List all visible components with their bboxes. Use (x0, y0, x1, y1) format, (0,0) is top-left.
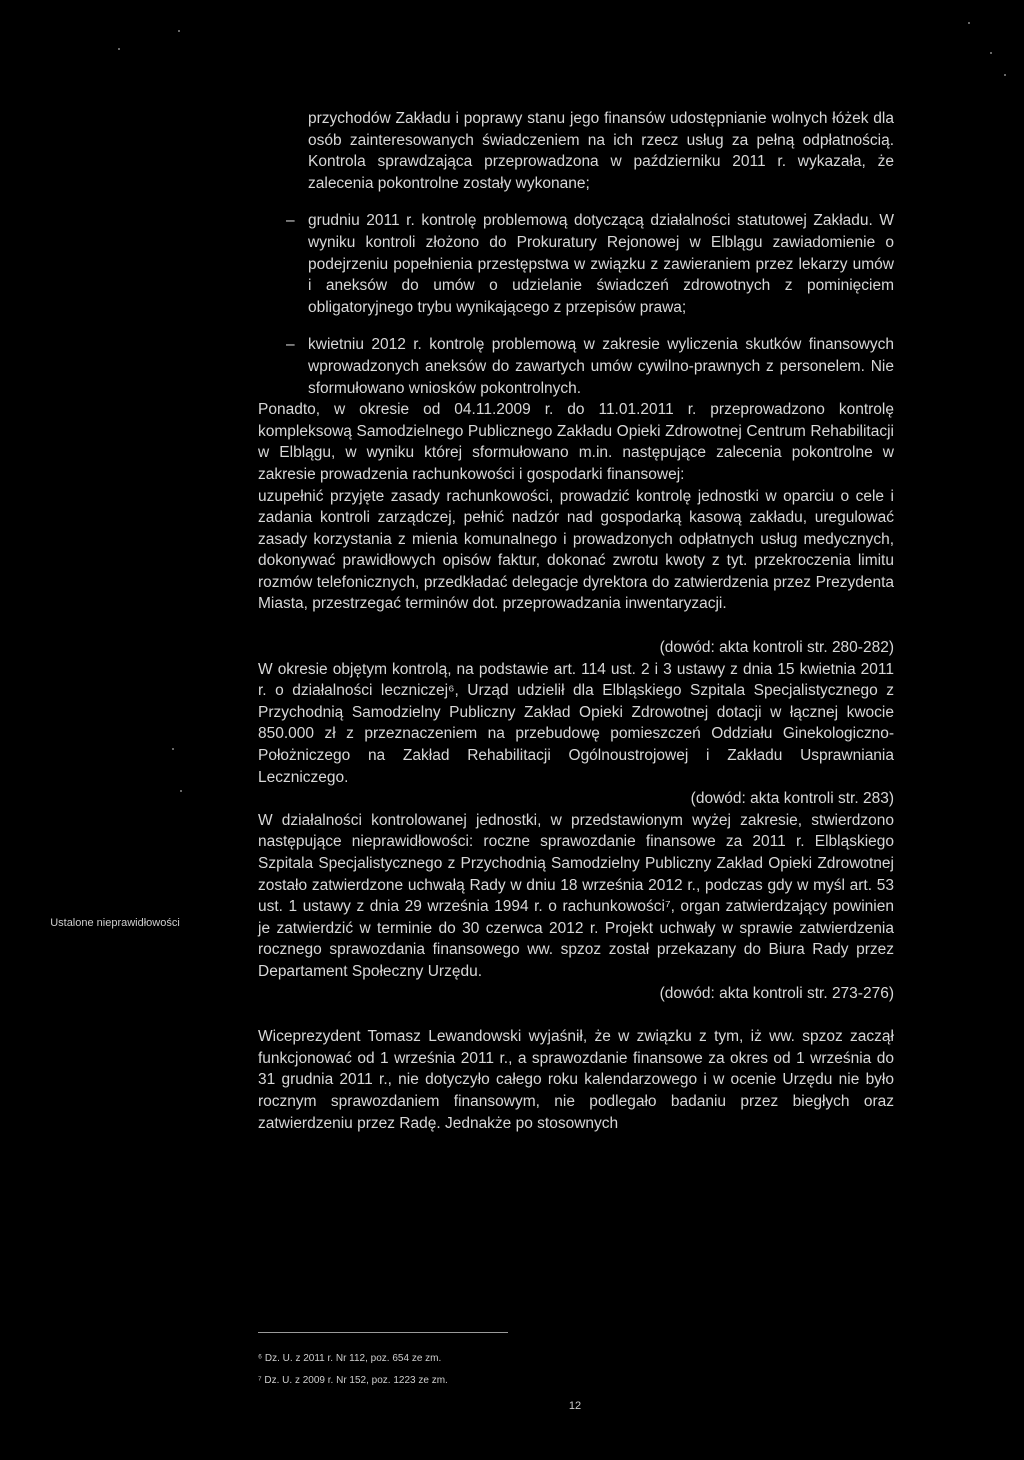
scan-speck (990, 52, 992, 54)
scan-speck (1004, 74, 1006, 76)
scan-speck (172, 748, 174, 750)
footnote: ⁷ Dz. U. z 2009 r. Nr 152, poz. 1223 ze zm. (258, 1375, 448, 1386)
scan-speck (118, 48, 120, 50)
evidence-reference: (dowód: akta kontroli str. 280-282) (659, 639, 894, 657)
list-item-text: grudniu 2011 r. kontrolę problemową dotyczącą działalności statutowej Zakładu. W wyniku kontroli złożono do Prokuratury Rejonowej w Elblągu zawiadomienie o podejrzeniu popełnienia przestępstwa w związku z zawieraniem przez lekarzy umów i aneksów do umów o udzielanie świadczeń zdrowotnych z pominięciem obligatoryjnego trybu wynikającego z przepisów prawa; (308, 212, 894, 316)
margin-note: Ustalone nieprawidłowości (50, 917, 180, 929)
scan-speck (180, 790, 182, 792)
paragraph: W okresie objętym kontrolą, na podstawie art. 114 ust. 2 i 3 ustawy z dnia 15 kwietnia 2011 r. o działalności leczniczej⁶, Urząd udzielił dla Elbląskiego Szpitala Specjalistycznego z Przychodnią Samodzielny Publiczny Zakład Opieki Zdrowotnej dotacji w łącznej kwocie 850.000 zł z przeznaczeniem na przebudowę pomieszczeń Oddziału Ginekologiczno-Położniczego na Zakład Rehabilitacji Ogólnoustrojowej i Zakładu Usprawniania Leczniczego. (258, 660, 894, 786)
footnotes (258, 1348, 658, 1392)
footnote-divider (258, 1332, 508, 1333)
list-item-text: kwietniu 2012 r. kontrolę problemową w zakresie wyliczenia skutków finansowych wprowadzonych aneksów do zawartych umów cywilno-prawnych z personelem. Nie sformułowano wniosków pokontrolnych. (308, 336, 894, 397)
scan-speck (968, 22, 970, 24)
paragraph: W działalności kontrolowanej jednostki, w przedstawionym wyżej zakresie, stwierdzono następujące nieprawidłowości: roczne sprawozdanie finansowe za 2011 r. Elbląskiego Szpitala Specjalistycznego z Przychodnią Samodzielny Publiczny Zakład Opieki Zdrowotnej zostało zatwierdzone uchwałą Rady w dniu 18 września 2012 r., podczas gdy w myśl art. 53 ust. 1 ustawy z dnia 29 września 1994 r. o rachunkowości⁷, organ zatwierdzający powinien je zatwierdzić w terminie do 30 czerwca 2012 r. Projekt uchwały w sprawie zatwierdzenia rocznego sprawozdania finansowego ww. spzoz został przekazany do Biura Rady przez Departament Społeczny Urzędu. (258, 811, 894, 980)
body-text (258, 108, 894, 1134)
page-number: 12 (568, 1400, 582, 1412)
paragraph: Wiceprezydent Tomasz Lewandowski wyjaśnił, że w związku z tym, iż ww. spzoz zaczął funkcjonować od 1 września 2011 r., a sprawozdanie finansowe za okres od 1 września do 31 grudnia 2011 r., nie dotyczyło całego roku kalendarzowego i w ocenie Urzędu nie było rocznym sprawozdaniem finansowym, nie podlegało badaniu przez biegłych oraz zatwierdzeniu przez Radę. Jednakże po stosownych (258, 1028, 894, 1132)
footnote: ⁶ Dz. U. z 2011 r. Nr 112, poz. 654 ze zm. (258, 1353, 442, 1364)
paragraph: Ponadto, w okresie od 04.11.2009 r. do 11.01.2011 r. przeprowadzono kontrolę kompleksową Samodzielnego Publicznego Zakładu Opieki Zdrowotnej Centrum Rehabilitacji w Elblągu, w wyniku której sformułowano m.in. następujące zalecenia pokontrolne w zakresie prowadzenia rachunkowości i gospodarki finansowej: (258, 401, 894, 483)
list-item (258, 334, 894, 399)
paragraph: przychodów Zakładu i poprawy stanu jego finansów udostępnianie wolnych łóżek dla osób zainteresowanych świadczeniem na ich rzecz usług za pełną odpłatnością. Kontrola sprawdzająca przeprowadzona w październiku 2011 r. wykazała, że zalecenia pokontrolne zostały wykonane; (308, 110, 894, 192)
evidence-reference: (dowód: akta kontroli str. 273-276) (659, 984, 894, 1002)
paragraph: uzupełnić przyjęte zasady rachunkowości, prowadzić kontrolę jednostki w oparciu o cele i zadania kontroli zarządczej, pełnić nadzór nad gospodarką kasową zakładu, uregulować zasady korzystania z mienia komunalnego i prowadzonych odpłatnych usług medycznych, dokonywać prawidłowych opisów faktur, dokonać zwrotu kwoty z tyt. przekroczenia limitu rozmów telefonicznych, przedkładać delegacje dyrektora do zatwierdzenia przez Prezydenta Miasta, przestrzegać terminów dot. przeprowadzania inwentaryzacji. (258, 487, 894, 613)
list-dash: – (286, 336, 295, 354)
list-item (258, 210, 894, 318)
scan-speck (178, 30, 180, 32)
evidence-reference: (dowód: akta kontroli str. 283) (690, 790, 894, 808)
list-dash: – (286, 212, 295, 230)
